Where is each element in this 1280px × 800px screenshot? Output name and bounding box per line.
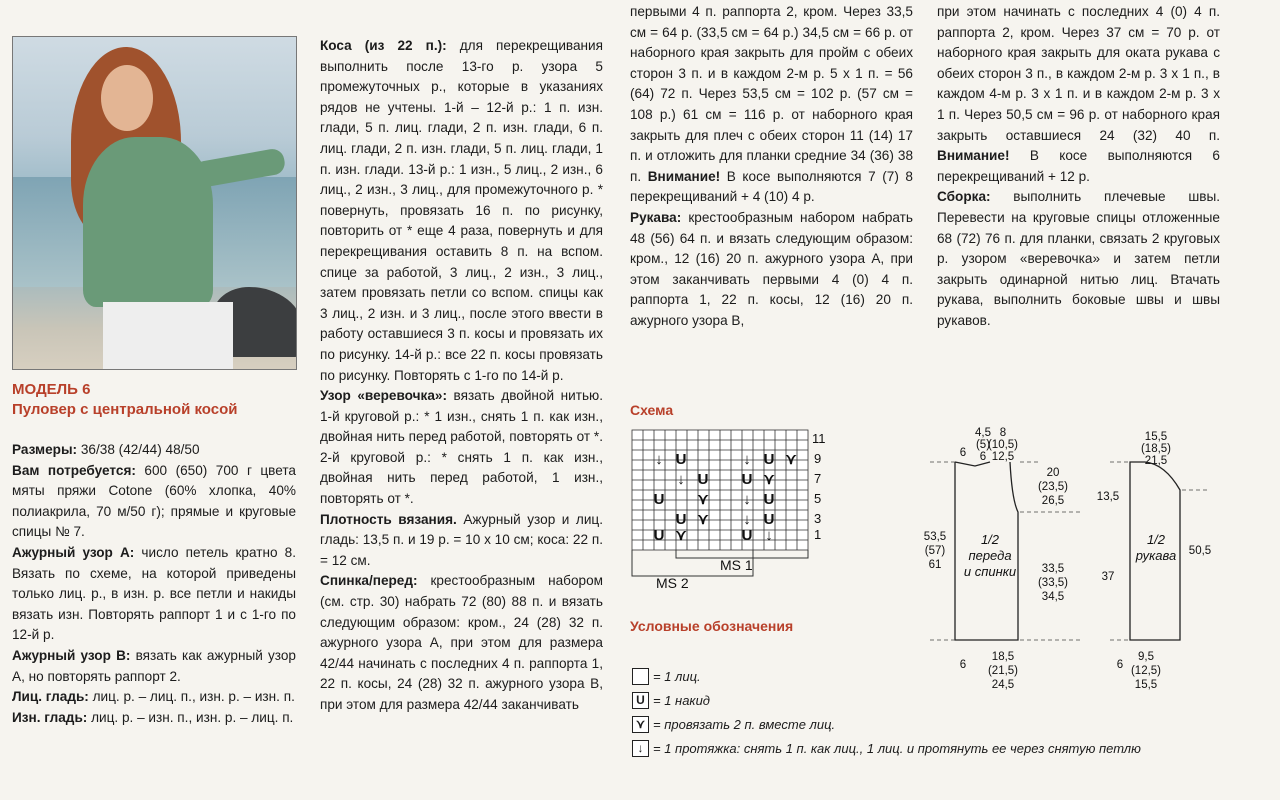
dim-text: 24,5: [991, 679, 1015, 691]
dim-text: 13,5: [1096, 491, 1120, 503]
chart-symbol: U: [675, 511, 687, 528]
legend-item: [632, 668, 701, 685]
sleeve-label: рукава: [1135, 548, 1177, 563]
ssk-symbol-icon: ↓: [632, 740, 649, 757]
attention-1-label: Внимание!: [647, 168, 721, 184]
column-2: [320, 36, 603, 716]
row-label: 9: [814, 451, 822, 466]
dim-text: (23,5): [1037, 481, 1069, 493]
dim-text: (5): [975, 439, 991, 451]
legend-item: [632, 740, 1141, 757]
front-label: 1/2: [980, 532, 1000, 547]
pattern-a-text: число петель кратно 8. Вязать по схеме, на которой приведены только лиц. р., в изн. р. все петли и накиды вязать изн. Повторять раппорт 1 и с 1-го по 12-й р.: [12, 544, 296, 643]
chart-symbol: ⋎: [697, 491, 709, 508]
attention-2-text: В косе выполняются 6 перекрещиваний + 12 р.: [937, 148, 1220, 184]
legend-text: = 1 протяжка: снять 1 п. как лиц., 1 лиц. и протянуть ее через снятую петлю: [653, 741, 1141, 756]
chart-symbol: ↓: [655, 451, 663, 468]
legend-title: Условные обозначения: [630, 618, 794, 634]
dim-text: 6: [979, 451, 987, 463]
pattern-b-label: Ажурный узор В:: [12, 647, 131, 663]
rope-text: вязать двойной нитью. 1-й круговой р.: * 1 изн., снять 1 п. как изн., двойная нить перед работой, повторять от *. 2-й круговой р.: * снять 1 п. как изн., двойная нить перед работой, 1 изн., повторять от *.: [320, 388, 603, 507]
dim-text: 6: [959, 447, 967, 459]
legend-item: [632, 692, 710, 709]
cable-text: для перекрещивания выполнить после 13-го р. узора 5 промежуточных р., которые в указаниях рядов не учтены. 1-й – 12-й р.: 1 п. изн. глади, 5 п. лиц. глади, 2 п. изн. глади, 6 п. лиц. глади, 2 п. изн. глади, 5 п. лиц. глади, 1 п. изн. глади. 13-й р.: 1 изн., 5 лиц., 2 изн., 6 лиц., 2 изн., 3 лиц., для промежуточного р. * повернуть, провязать 16 п. по рисунку, повторить от * еще 4 раза, повернуть и для перекрещивания оставить 8 п. на вспом. спице за работой, 3 лиц., 2 изн., 3 лиц., затем провязать петли со вспом. спицы как 3 лиц., 2 изн. и 3 лиц., после этого ввести в работу оставшиеся 3 п. косы и провязать их по рисунку. 14-й р.: все 22 п. косы провязать по рисунку. Повторять с 1-го по 14-й р.: [320, 38, 603, 383]
yarn-over-symbol-icon: U: [632, 692, 649, 709]
pattern-b-text: вязать как ажурный узор А, но повторять раппорт 2.: [12, 647, 296, 684]
dim-text: (21,5): [987, 665, 1019, 677]
chart-symbol: U: [763, 451, 775, 468]
model-photo: [12, 36, 297, 370]
chart-symbol: ⋎: [697, 511, 709, 528]
dim-text: 6: [1116, 659, 1124, 671]
chart-symbol: U: [763, 491, 775, 508]
garment-schematic: [920, 420, 1220, 700]
chart-symbol: U: [763, 511, 775, 528]
row-label: 5: [814, 491, 822, 506]
stockinette-text: лиц. р. – лиц. п., изн. р. – изн. п.: [88, 689, 295, 705]
dim-text: 20: [1046, 467, 1060, 479]
ms1-label: MS 1: [720, 557, 753, 573]
chart-title: Схема: [630, 402, 674, 418]
col3-text: первыми 4 п. раппорта 2, кром. Через 33,5 см = 64 р. (33,5 см = 64 р.) 34,5 см = 66 р. от наборного края закрыть для пройм с обеих сторон 3 п. и в каждом 2-м р. 5 х 1 п. = 56 (64) 72 п. Через 53,5 см = 102 р. (57 см = 108 р.) 61 см = 116 р. от наборного края закрыть для плеч с обеих сторон 11 (14) 17 п. и отложить для планки средние 34 (36) 38 п.: [630, 4, 913, 184]
dim-text: 61: [928, 559, 942, 571]
chart-symbol: ⋎: [763, 471, 775, 488]
dim-text: (10,5): [987, 439, 1019, 451]
legend-text: = 1 лиц.: [653, 669, 701, 684]
attention-2-label: Внимание!: [937, 148, 1010, 164]
sleeves-label: Рукава:: [630, 209, 682, 225]
dim-text: (57): [924, 545, 946, 557]
dim-text: 37: [1101, 571, 1115, 583]
dim-text: 50,5: [1188, 545, 1212, 557]
stockinette-label: Лиц. гладь:: [12, 689, 89, 705]
front-label: переда: [968, 548, 1012, 563]
dim-text: 53,5: [923, 531, 947, 543]
chart-symbol: ↓: [743, 451, 751, 468]
chart-symbol: U: [741, 471, 753, 488]
stitch-chart: [628, 424, 833, 596]
row-label: 3: [814, 511, 822, 526]
density-label: Плотность вязания.: [320, 511, 457, 527]
row-label: 7: [814, 471, 822, 486]
reverse-stockinette-label: Изн. гладь:: [12, 709, 88, 725]
density-text: Ажурный узор и лиц. гладь: 13,5 п. и 19 р. = 10 х 10 см; коса: 22 п. = 12 см.: [320, 511, 603, 568]
dim-text: 15,5: [1134, 679, 1158, 691]
legend-text: = 1 накид: [653, 693, 710, 708]
model-title: МОДЕЛЬ 6 Пуловер с центральной косой: [12, 381, 238, 418]
rope-label: Узор «веревочка»:: [320, 388, 447, 404]
dim-text: 21,5: [1144, 455, 1168, 467]
dim-text: 18,5: [991, 651, 1015, 663]
sleeve-label: 1/2: [1146, 532, 1166, 547]
dim-text: 9,5: [1138, 651, 1154, 663]
assembly-label: Сборка:: [937, 189, 991, 205]
chart-symbol: ⋎: [785, 451, 797, 468]
dim-text: 6: [959, 659, 967, 671]
back-front-text: крестообразным набором (см. стр. 30) набрать 72 (80) 88 п. и вязать следующим образом: кром., 24 (28) 32 п. ажурного узора А, при этом для размера 42/44 начинать с последних 4 п. раппорта 1, 22 п. косы, 24 (28) 32 п. ажурного узора В, при этом для размера 42/44 заканчивать: [320, 573, 603, 712]
legend-text: = провязать 2 п. вместе лиц.: [653, 717, 836, 732]
ms2-label: MS 2: [656, 575, 689, 591]
dim-text: 12,5: [991, 451, 1015, 463]
dim-text: 33,5: [1041, 563, 1065, 575]
dim-text: 34,5: [1041, 591, 1065, 603]
row-label: 11: [812, 431, 826, 446]
needs-text: 600 (650) 700 г цвета мяты пряжи Cotone (60% хлопка, 40% полиакрила, 70 м/50 г); прямые и круговые спицы № 7.: [12, 462, 296, 540]
chart-symbol: ↓: [743, 511, 751, 528]
chart-symbol: U: [697, 471, 709, 488]
model-subtitle: Пуловер с центральной косой: [12, 401, 238, 418]
dim-text: 26,5: [1041, 495, 1065, 507]
column-4: [937, 2, 1220, 332]
chart-symbol: U: [675, 451, 687, 468]
legend-item: [632, 716, 835, 733]
chart-symbol: U: [741, 527, 753, 544]
sizes-label: Размеры:: [12, 442, 78, 457]
reverse-stockinette-text: лиц. р. – изн. п., изн. р. – лиц. п.: [87, 709, 294, 725]
needs-label: Вам потребуется:: [12, 462, 136, 478]
dim-text: 8: [999, 427, 1007, 439]
row-label: 1: [814, 527, 822, 542]
chart-symbol: ↓: [677, 471, 685, 488]
attention-1-text: В косе выполняются 7 (7) 8 перекрещиваний + 4 (10) 4 р.: [630, 168, 913, 205]
dim-text: 4,5: [975, 427, 991, 439]
assembly-text: выполнить плечевые швы. Перевести на круговые спицы отложенные 68 (72) 76 п. для планки, связать 2 круговых р. узором «веревочка» и затем петли закрыть одинарной нитью лиц. Втачать рукава, выполнить боковые швы и швы рукавов.: [937, 189, 1220, 328]
sizes-text: 36/38 (42/44) 48/50: [77, 442, 200, 457]
chart-symbol: U: [653, 491, 665, 508]
dim-text: (18,5): [1140, 443, 1172, 455]
knit-symbol-icon: [632, 668, 649, 685]
chart-symbol: ⋎: [675, 527, 687, 544]
dim-text: (33,5): [1037, 577, 1069, 589]
chart-symbol: U: [653, 527, 665, 544]
back-front-label: Спинка/перед:: [320, 573, 418, 589]
dim-text: 15,5: [1144, 431, 1168, 443]
k2tog-symbol-icon: ⋎: [632, 716, 649, 733]
cable-label: Коса (из 22 п.):: [320, 38, 447, 53]
chart-symbol: ↓: [765, 527, 773, 544]
dim-text: (12,5): [1130, 665, 1162, 677]
column-1: [12, 440, 296, 728]
col4-text: при этом начинать с последних 4 (0) 4 п. раппорта 2, кром. Через 37 см = 70 р. от наборного края закрыть для оката рукава с обеих сторон 3 п., в каждом 2-м р. 3 х 1 п., в каждом 4-м р. 3 х 1 п. и в каждом 2-м р. 3 х 1 п. Через 50,5 см = 96 р. от наборного края закрыть оставшиеся 24 (32) 40 п.: [937, 4, 1220, 143]
sleeves-text: крестообразным набором набрать 48 (56) 64 п. и вязать следующим образом: кром., 12 (16) 20 п. ажурного узора А, при этом заканчивать первыми 4 (0) 4 п. раппорта 1, 22 п. косы, 12 (16) 20 п. ажурного узора В,: [630, 209, 913, 328]
front-label: и спинки: [963, 564, 1017, 579]
pattern-a-label: Ажурный узор А:: [12, 544, 135, 560]
column-3: [630, 2, 913, 332]
chart-symbol: ↓: [743, 491, 751, 508]
